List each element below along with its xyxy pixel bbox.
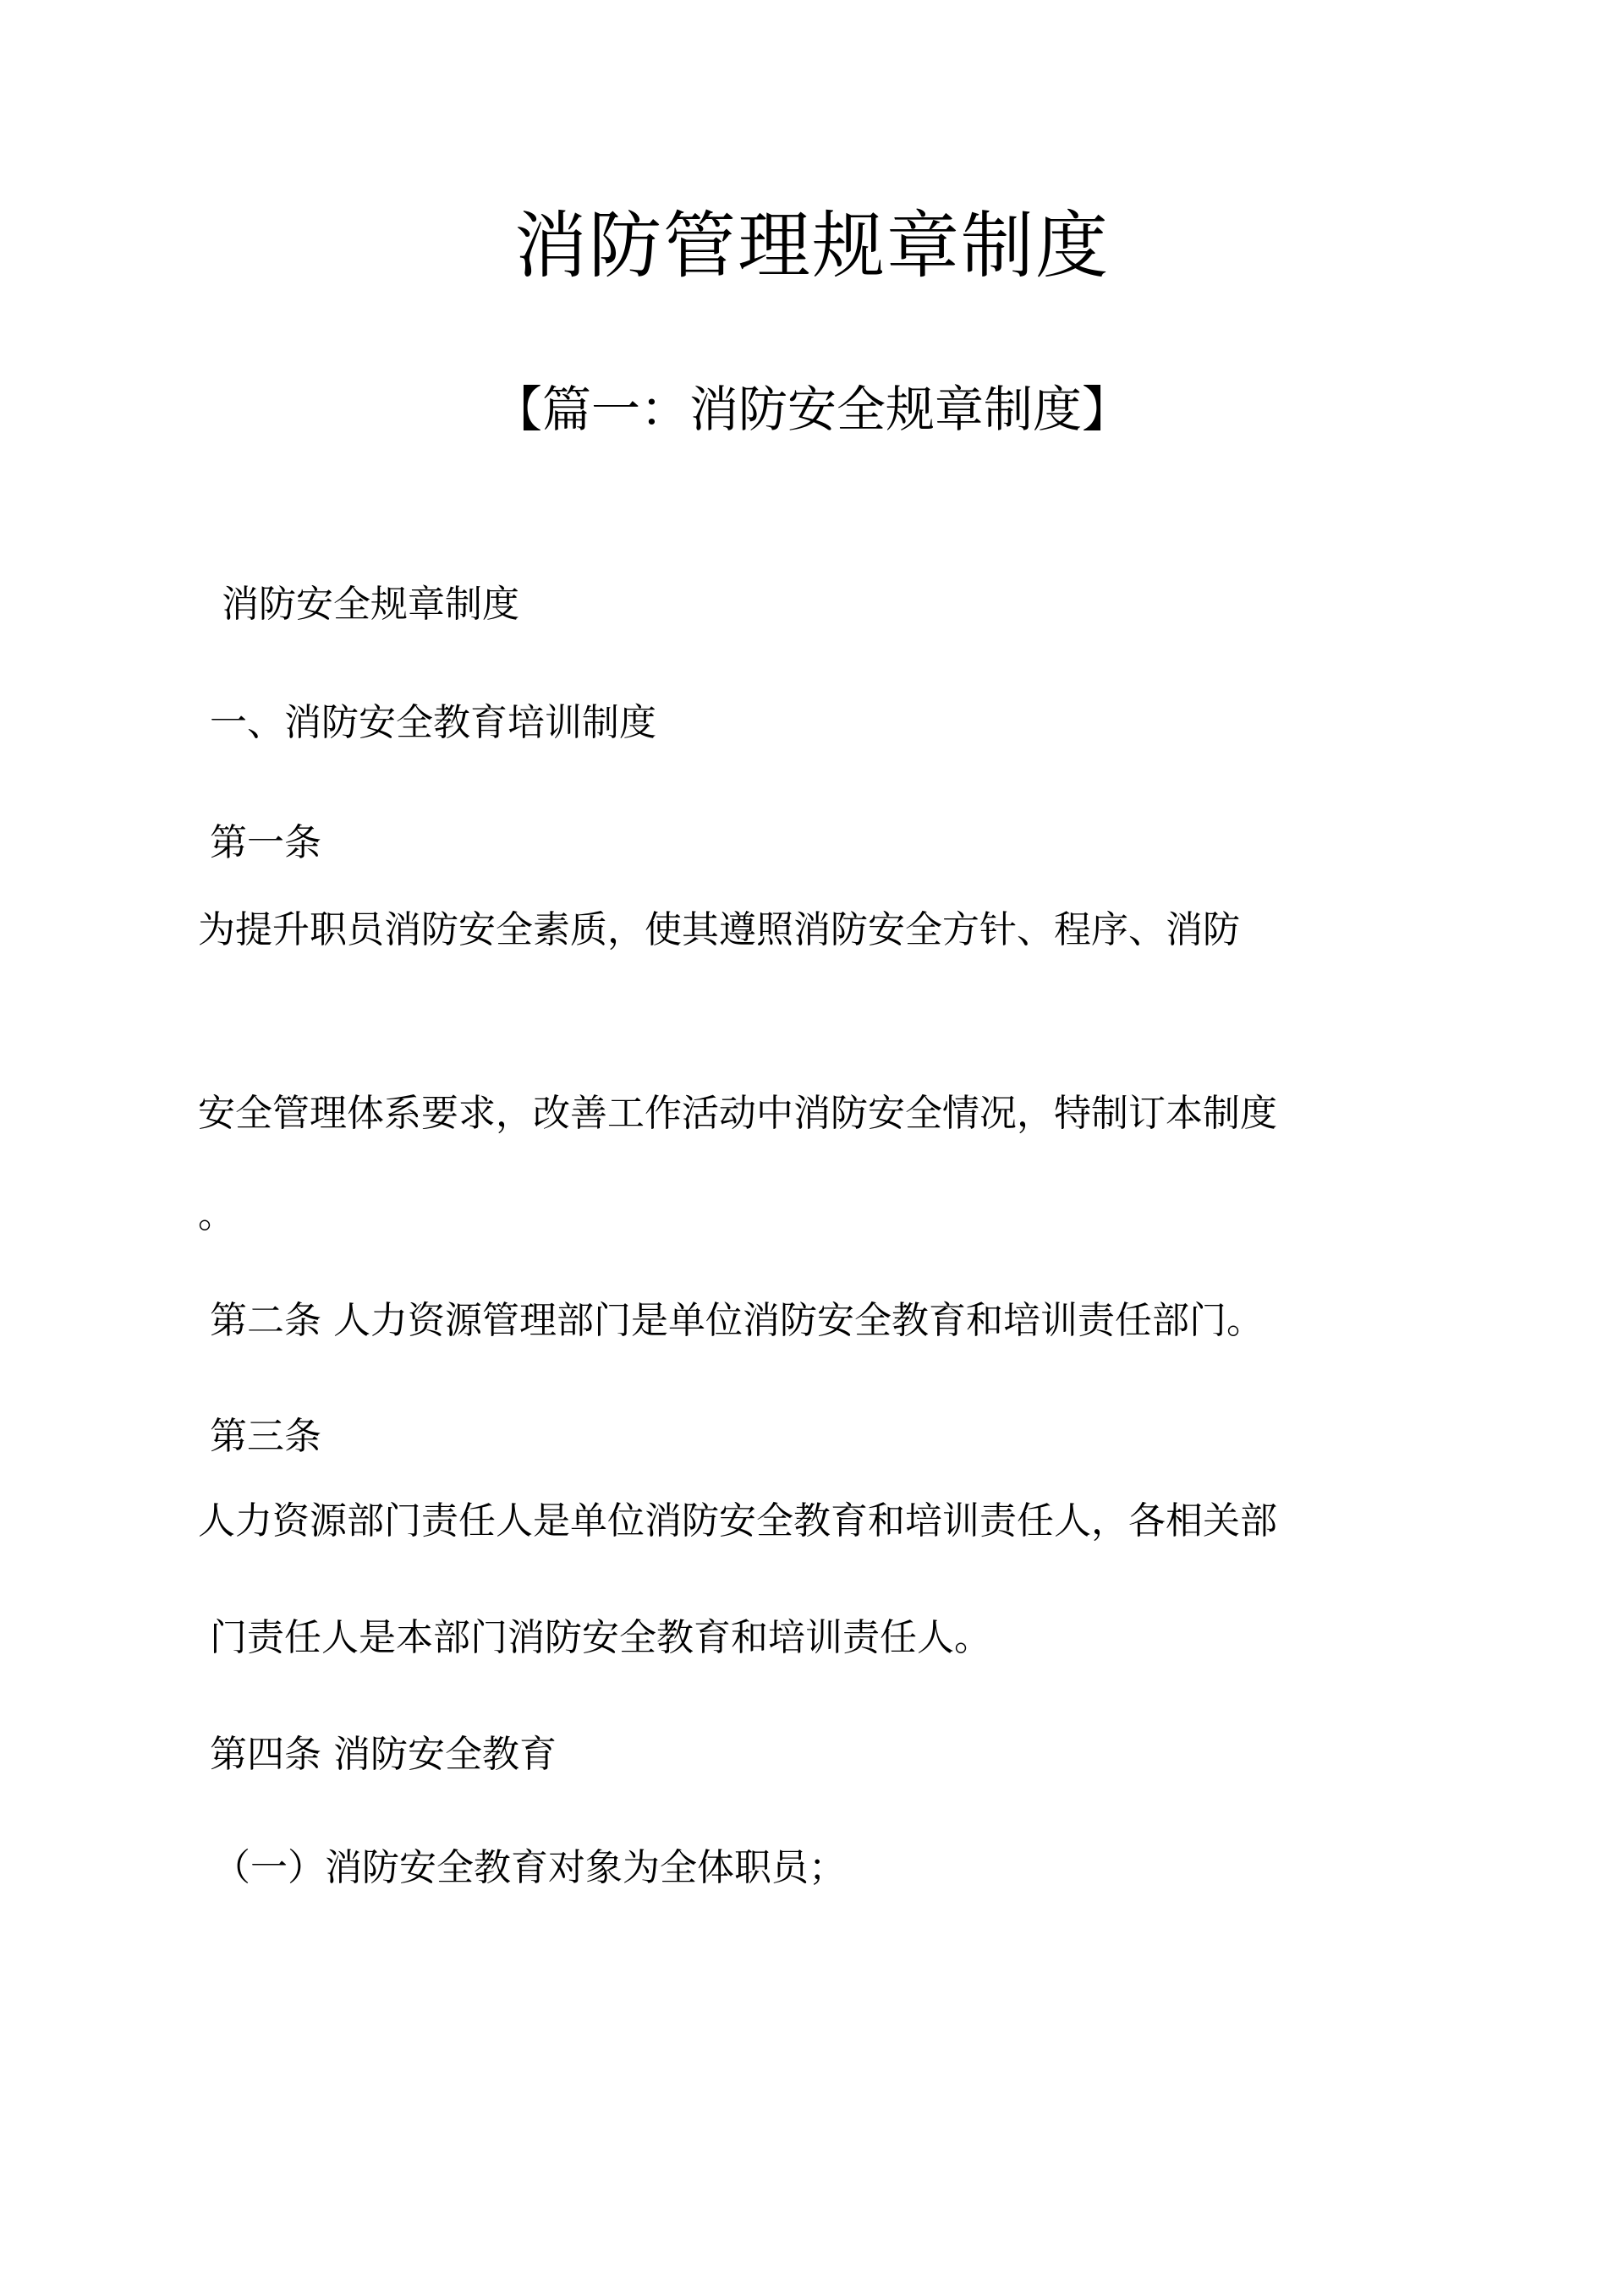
document-title: 消防管理规章制度 (514, 204, 1110, 288)
article-1-label: 第一条 (210, 821, 321, 864)
article-3-label: 第三条 (210, 1415, 321, 1458)
article-3-text-line-1: 人力资源部门责任人是单位消防安全教育和培训责任人，各相关部 (198, 1499, 1277, 1543)
article-2: 第二条 人力资源管理部门是单位消防安全教育和培训责任部门。 (210, 1299, 1264, 1342)
article-4: 第四条 消防安全教育 (210, 1733, 557, 1776)
article-1-text-line-2: 安全管理体系要求，改善工作活动中消防安全情况，特制订本制度 (198, 1092, 1277, 1135)
article-1-text-line-3: 。 (198, 1193, 235, 1236)
section-heading: 消防安全规章制度 (222, 583, 519, 626)
article-1-text-line-1: 为提升职员消防安全素质，使其遵照消防安全方针、程序、消防 (198, 908, 1240, 951)
chapter-heading: 一、消防安全教育培训制度 (210, 701, 656, 744)
document-subtitle: 【篇一：消防安全规章制度】 (492, 381, 1131, 438)
article-3-text-line-2: 门责任人是本部门消防安全教育和培训责任人。 (210, 1616, 991, 1659)
article-4-item-1: （一）消防安全教育对象为全体职员； (213, 1846, 846, 1889)
